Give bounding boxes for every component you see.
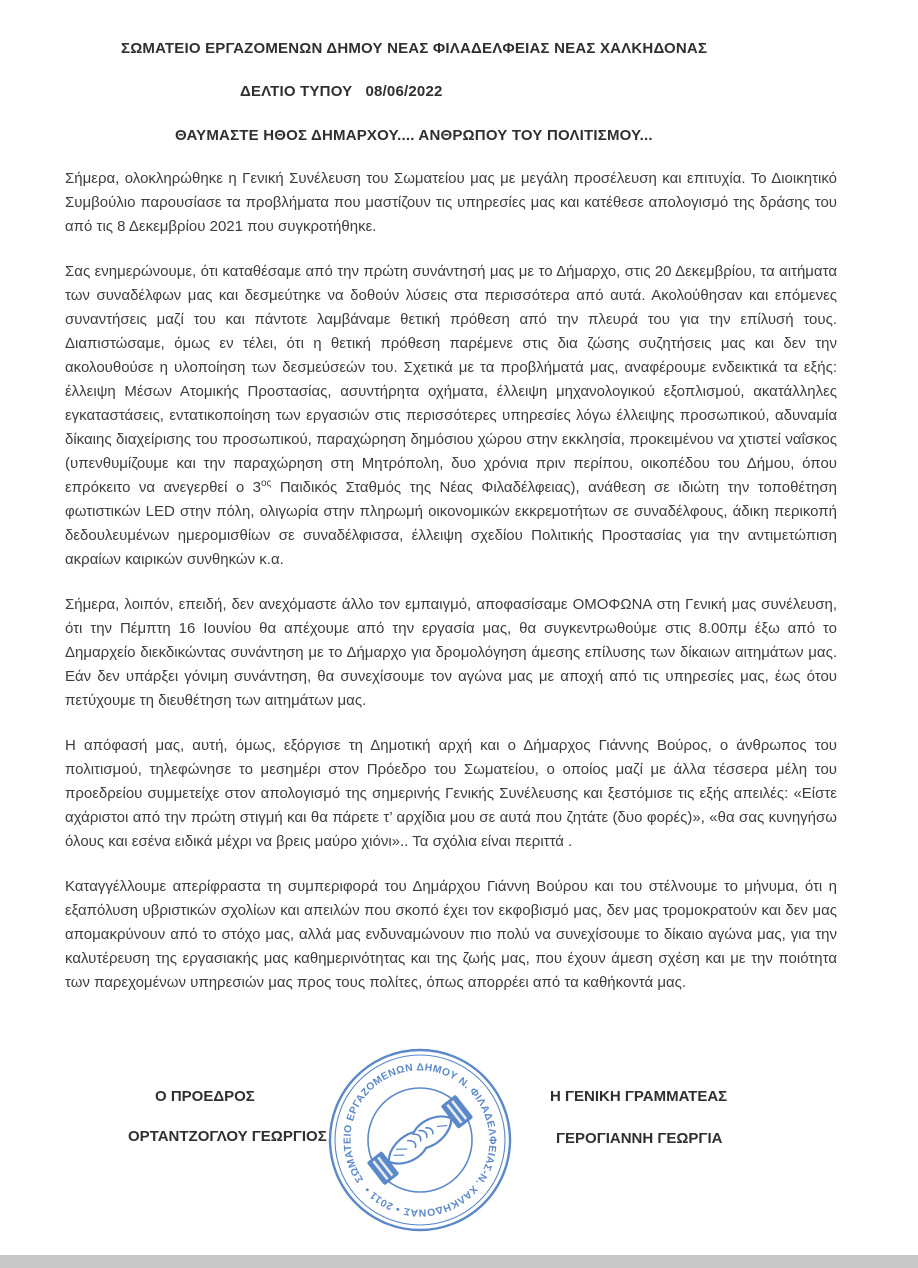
paragraph-2 [65, 260, 837, 572]
doc-type-date: ΔΕΛΤΙΟ ΤΥΠΟΥ 08/06/2022 [240, 83, 443, 100]
paragraph-2-text-cont: Παιδικός Σταθμός της Νέας Φιλαδέλφειας), ανάθεση σε ιδιώτη την τοποθέτηση φωτιστικών LED στην πόλη, ολιγωρία στην πληρωμή οικονομικών εκκρεμοτήτων σε συναδέλφους, άδικη περικοπή δεδουλευμένων ημερομισθίων σε συναδέλφισσα, έλλειψη σχεδίου Πολιτικής Προστασίας για την αντιμετώπιση ακραίων καιρικών συνθηκών κ.α. [65, 479, 837, 568]
ordinal-superscript: ος [261, 478, 272, 489]
document-body [65, 0, 837, 1016]
subject-line: ΘΑΥΜΑΣΤΕ ΗΘΟΣ ΔΗΜΑΡΧΟΥ.... ΑΝΘΡΩΠΟΥ ΤΟΥ ΠΟΛΙΤΙΣΜΟΥ... [175, 127, 653, 144]
paragraph-4: Η απόφασή μας, αυτή, όμως, εξόργισε τη Δημοτική αρχή και ο Δήμαρχος Γιάννης Βούρος, ο άνθρωπος του πολιτισμού, τηλεφώνησε το μεσημέρι στον Πρόεδρο του Σωματείου, ο οποίος μαζί με άλλα τέσσερα μέλη του προεδρείου συμμετείχε στον απολογισμό της σημερινής Γενικής Συνέλευσης και ξεστόμισε τις εξής απειλές: «Είστε αχάριστοι από την πρώτη στιγμή και θα πάρετε τ’ αρχίδια μου σε αυτά που ζητάτε (δυο φορές)», «θα σας κυνηγήσω όλους και εσένα ειδικά μέχρι να βρεις μαύρο χιόνι».. Τα σχόλια είναι περιττά . [65, 737, 837, 850]
paragraph-2-text: Σας ενημερώνουμε, ότι καταθέσαμε από την πρώτη συνάντησή μας με το Δήμαρχο, στις 20 Δεκεμβρίου, τα αιτήματα των συναδέλφων μας και δεσμεύτηκε να δοθούν λύσεις στα περισσότερα από αυτά. Ακολούθησαν και επόμενες συναντήσεις μαζί του και πάντοτε λαμβάναμε θετική πρόθεση από την πλευρά του για την επίλυσή τους. Διαπιστώσαμε, όμως εν τέλει, ότι η θετική πρόθεση παρέμενε στις δια ζώσης συζητήσεις μας και δεν την ακολουθούσε η υλοποίηση των δεσμεύσεών του. Σχετικά με τα προβλήματά μας, αναφέρουμε ενδεικτικά τα εξής: έλλειψη Μέσων Ατομικής Προστασίας, ασυντήρητα οχήματα, έλλειψη μηχανολογικού εξοπλισμού, ακατάλληλες εγκαταστάσεις, εντατικοποίηση των εργασιών στις περισσότερες υπηρεσίες λόγω έλλειψης προσωπικού, αδυναμία δίκαιης διαχείρισης του προσωπικού, παραχώρηση δημόσιου χώρου στην εκκλησία, προκειμένου να χτιστεί ναΐσκος (υπενθυμίζουμε και την παραχώρηση στη Μητρόπολη, δυο χρόνια πριν περίπου, οικοπέδου του Δήμου, όπου επρόκειτο να ανεγερθεί ο 3 [65, 263, 837, 496]
handshake-icon [367, 1094, 474, 1187]
signature-left-role: Ο ΠΡΟΕΔΡΟΣ [155, 1088, 255, 1105]
signature-left-name: ΟΡΤΑΝΤΖΟΓΛΟΥ ΓΕΩΡΓΙΟΣ [128, 1128, 327, 1145]
org-title: ΣΩΜΑΤΕΙΟ ΕΡΓΑΖΟΜΕΝΩΝ ΔΗΜΟΥ ΝΕΑΣ ΦΙΛΑΔΕΛΦΕΙΑΣ ΝΕΑΣ ΧΑΛΚΗΔΟΝΑΣ [121, 40, 708, 57]
signature-right-role: Η ΓΕΝΙΚΗ ΓΡΑΜΜΑΤΕΑΣ [550, 1088, 728, 1105]
paragraph-1: Σήμερα, ολοκληρώθηκε η Γενική Συνέλευση του Σωματείου μας με μεγάλη προσέλευση και επιτυχία. Το Διοικητικό Συμβούλιο παρουσίασε τα προβλήματα που μαστίζουν τις υπηρεσίες μας και κατέθεσε απολογισμό της δράσης του από τις 8 Δεκεμβρίου 2021 που συγκροτήθηκε. [65, 170, 837, 235]
union-stamp [326, 1046, 514, 1234]
signature-right-name: ΓΕΡΟΓΙΑΝΝΗ ΓΕΩΡΓΙΑ [556, 1130, 723, 1147]
paragraph-5: Καταγγέλλουμε απερίφραστα τη συμπεριφορά του Δημάρχου Γιάννη Βούρου και του στέλνουμε το μήνυμα, ότι η εξαπόλυση υβριστικών σχολίων και απειλών που σκοπό έχει τον εκφοβισμό μας, δεν μας τρομοκρατούν και δεν μας απομακρύνουν από το στόχο μας, αλλά μας ενδυναμώνουν πιο πολύ να συνεχίσουμε το δίκαιο αγώνα μας, για την καλυτέρευση της εργασιακής μας καθημερινότητας και της ζωής μας, που έχουν άμεση σχέση και με την ποιότητα των παρεχομένων υπηρεσιών μας προς τους πολίτες, όπως απορρέει από τα καθήκοντά μας. [65, 878, 837, 991]
bottom-page-edge [0, 1255, 918, 1268]
paragraph-3: Σήμερα, λοιπόν, επειδή, δεν ανεχόμαστε άλλο τον εμπαιγμό, αποφασίσαμε ΟΜΟΦΩΝΑ στη Γενική μας συνέλευση, ότι την Πέμπτη 16 Ιουνίου θα απέχουμε από την εργασία μας, θα συγκεντρωθούμε στις 8.00πμ έξω από το Δημαρχείο διεκδικώντας συνάντηση με το Δήμαρχο για δρομολόγηση άμεσης επίλυσης των δίκαιων αιτημάτων μας. Εάν δεν υπάρξει γόνιμη συνάντηση, θα συνεχίσουμε τον αγώνα μας με αποχή από τις υπηρεσίες μας, έως ότου πετύχουμε τη διευθέτηση των αιτημάτων μας. [65, 596, 837, 709]
stamp-ring-text: ΣΩΜΑΤΕΙΟ ΕΡΓΑΖΟΜΕΝΩΝ ΔΗΜΟΥ Ν. ΦΙΛΑΔΕΛΦΕΙΑΣ-Ν. ΧΑΛΚΗΔΟΝΑΣ • 2011 • [342, 1062, 498, 1218]
